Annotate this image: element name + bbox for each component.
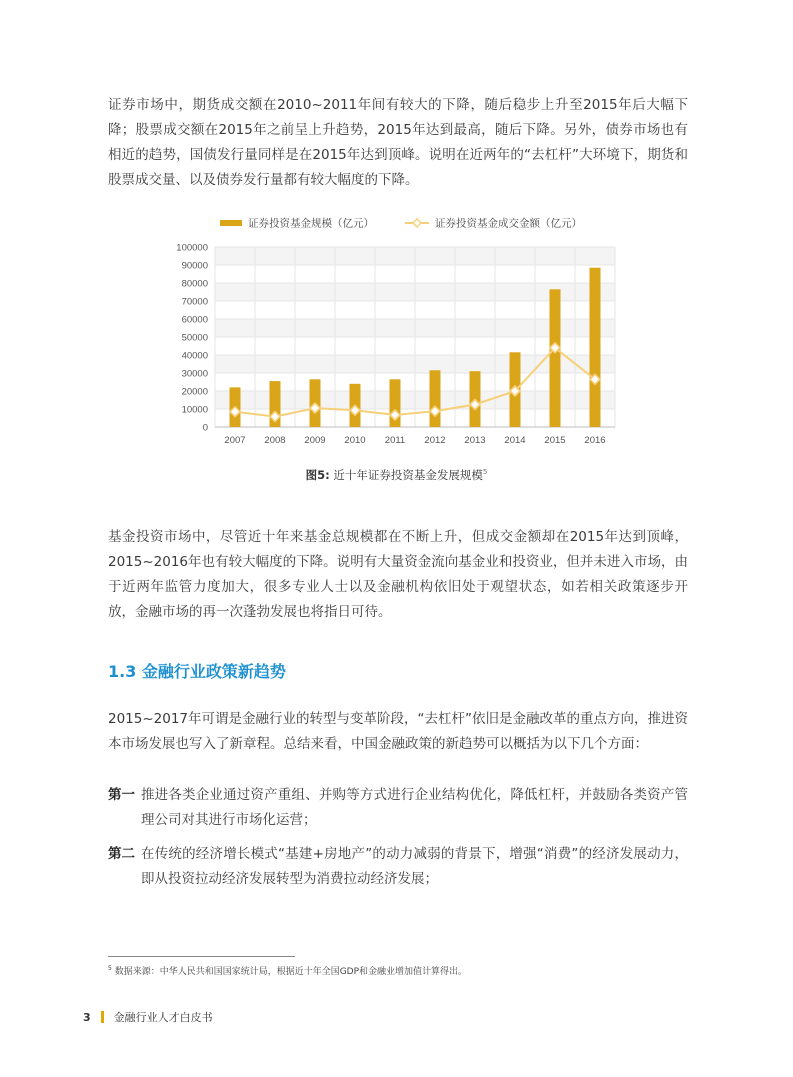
legend-label: 证券投资基金成交金额（亿元） [435, 217, 582, 230]
figure-caption [0, 467, 793, 483]
y-axis [176, 243, 208, 434]
list-item-label: 第一 [108, 787, 135, 803]
legend-line-marker [413, 219, 421, 227]
list-item-text: 在传统的经济增长模式“基建+房地产”的动力减弱的背景下，增强“消费”的经济发展动力，即从投资拉动经济发展转型为消费拉动经济发展； [141, 846, 688, 887]
legend-bar-swatch [220, 220, 242, 226]
y-tick-label: 20000 [181, 386, 208, 398]
x-tick-label: 2016 [584, 435, 606, 446]
x-tick-label: 2008 [264, 435, 286, 446]
x-tick-label: 2010 [344, 435, 366, 446]
document-title: 金融行业人才白皮书 [113, 1011, 213, 1024]
y-tick-label: 70000 [181, 296, 208, 308]
page-number: 3 [83, 1010, 91, 1024]
footer-divider [101, 1011, 104, 1023]
x-tick-label: 2011 [384, 435, 406, 446]
y-tick-label: 0 [202, 422, 208, 434]
y-tick-label: 80000 [181, 278, 208, 290]
x-tick-label: 2007 [224, 435, 246, 446]
figure-title: 近十年证券投资基金发展规模 [333, 468, 483, 482]
legend-label: 证券投资基金规模（亿元） [248, 217, 374, 230]
bar [550, 289, 561, 427]
page-footer [83, 1009, 213, 1025]
intro-paragraph: 证券市场中，期货成交额在2010~2011年间有较大的下降，随后稳步上升至2015年后大幅下降；股票成交额在2015年之前呈上升趋势，2015年达到最高，随后下降。另外，债券市场也有相近的趋势，国债发行量同样是在2015年达到顶峰。说明在近两年的“去杠杆”大环境下，期货和股票成交量、以及债券发行量都有较大幅度的下降。 [108, 97, 688, 188]
fund-market-paragraph: 基金投资市场中，尽管近十年来基金总规模都在不断上升，但成交金额却在2015年达到顶峰，2015~2016年也有较大幅度的下降。说明有大量资金流向基金业和投资业，但并未进入市场，由于近两年监管力度加大，很多专业人士以及金融机构依旧处于观望状态，如若相关政策逐步开放，金融市场的再一次蓬勃发展也将指日可待。 [108, 529, 688, 620]
bar [430, 370, 441, 427]
y-tick-label: 90000 [181, 260, 208, 272]
y-tick-label: 50000 [181, 332, 208, 344]
x-tick-label: 2015 [544, 435, 566, 446]
x-tick-label: 2014 [504, 435, 526, 446]
list-item [108, 783, 688, 833]
footnote-divider [108, 956, 295, 957]
x-tick-label: 2013 [464, 435, 486, 446]
x-tick-label: 2012 [424, 435, 446, 446]
section-heading: 1.3 金融行业政策新趋势 [108, 662, 286, 681]
fund-scale-chart [165, 212, 635, 452]
policy-intro-paragraph: 2015~2017年可谓是金融行业的转型与变革阶段，“去杠杆”依旧是金融改革的重点方向，推进资本市场发展也写入了新章程。总结来看，中国金融政策的新趋势可以概括为以下几个方面： [108, 711, 689, 752]
list-item-label: 第二 [108, 846, 135, 862]
y-tick-label: 100000 [176, 242, 208, 254]
list-item-text: 推进各类企业通过资产重组、并购等方式进行企业结构优化，降低杠杆，并鼓励各类资产管理公司对其进行市场化运营； [141, 787, 688, 828]
x-axis [224, 435, 605, 446]
y-tick-label: 60000 [181, 314, 208, 326]
figure-number: 图5: [305, 468, 330, 482]
footnote [108, 964, 467, 977]
chart-legend [220, 217, 582, 230]
bar [590, 268, 601, 427]
list-item [108, 842, 688, 892]
footnote-mark: 5 [108, 965, 112, 972]
figure-footnote-ref[interactable]: 5 [482, 468, 488, 477]
y-tick-label: 30000 [181, 368, 208, 380]
y-tick-label: 10000 [181, 404, 208, 416]
x-tick-label: 2009 [304, 435, 326, 446]
y-tick-label: 40000 [181, 350, 208, 362]
footnote-text: 数据来源：中华人民共和国国家统计局，根据近十年全国GDP和金融业增加值计算得出。 [114, 967, 468, 977]
